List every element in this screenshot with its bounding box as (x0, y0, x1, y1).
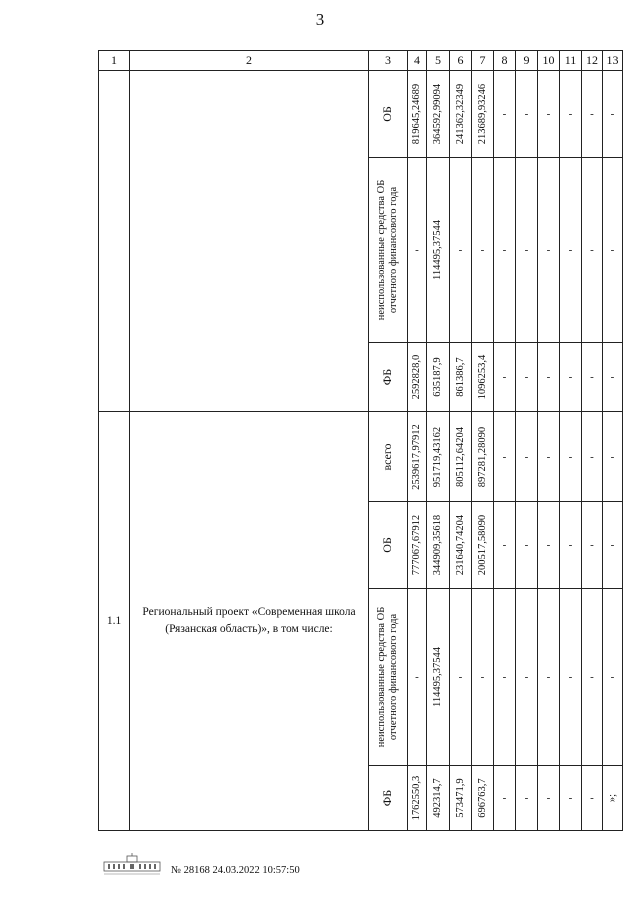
value-cell: - (494, 158, 516, 343)
footer (103, 853, 433, 883)
value-cell: - (603, 412, 623, 502)
row-number: 1.1 (99, 412, 130, 831)
value-cell: - (450, 589, 472, 766)
value-cell: - (494, 502, 516, 589)
row-label-cell (130, 71, 369, 412)
value-cell: - (603, 343, 623, 412)
header-cell: 4 (408, 51, 427, 71)
value-cell: - (560, 71, 582, 158)
value-cell: - (494, 589, 516, 766)
value-cell: - (582, 412, 603, 502)
value-cell: 114495,37544 (431, 647, 443, 707)
header-cell: 11 (560, 51, 582, 71)
value-cell: - (603, 71, 623, 158)
header-cell: 1 (99, 51, 130, 71)
value-cell: - (538, 412, 560, 502)
value-cell: 573471,9 (454, 778, 466, 818)
value-cell: - (408, 158, 427, 343)
value-cell: - (516, 589, 538, 766)
value-cell: - (516, 502, 538, 589)
value-cell: - (582, 158, 603, 343)
value-cell: 897281,28090 (476, 426, 488, 487)
value-cell: - (560, 158, 582, 343)
value-cell: - (538, 71, 560, 158)
program-table (98, 50, 623, 831)
header-cell: 5 (427, 51, 450, 71)
row-label: ОБ (380, 106, 395, 122)
header-row (99, 51, 623, 71)
row-label: неиспользованные средства ОБ отчетного финансового года (375, 606, 399, 748)
value-cell: - (603, 589, 623, 766)
value-cell: - (516, 158, 538, 343)
value-cell: 635187,9 (431, 357, 443, 397)
value-cell: - (582, 343, 603, 412)
value-cell: 114495,37544 (431, 220, 443, 280)
header-cell: 3 (369, 51, 408, 71)
value-cell: 819645,24689 (410, 83, 422, 145)
header-cell: 9 (516, 51, 538, 71)
value-cell: - (560, 766, 582, 831)
value-cell: »; (606, 793, 618, 803)
page-number: 3 (315, 10, 325, 29)
value-cell: 231640,74204 (454, 514, 466, 576)
row-label: неиспользованные средства ОБ отчетного финансового года (375, 179, 399, 321)
registration-number: № 28168 24.03.2022 10:57:50 (171, 865, 300, 876)
header-cell: 7 (472, 51, 494, 71)
value-cell: - (516, 766, 538, 831)
value-cell: - (538, 343, 560, 412)
row-label: ФБ (380, 789, 395, 807)
value-cell: 364592,99094 (431, 83, 443, 145)
header-cell: 8 (494, 51, 516, 71)
value-cell: - (538, 589, 560, 766)
value-cell: - (582, 502, 603, 589)
header-cell: 6 (450, 51, 472, 71)
value-cell: - (582, 589, 603, 766)
value-cell: - (538, 502, 560, 589)
value-cell: 241362,32349 (454, 83, 466, 145)
value-cell: - (582, 71, 603, 158)
value-cell: - (408, 589, 427, 766)
row-number-cell (99, 71, 130, 412)
table-row (99, 71, 623, 158)
header-cell: 10 (538, 51, 560, 71)
value-cell: 2592828,0 (410, 354, 422, 400)
value-cell: - (560, 412, 582, 502)
value-cell: 213689,93246 (476, 83, 488, 145)
value-cell: - (472, 589, 494, 766)
value-cell: - (582, 766, 603, 831)
row-label: ФБ (380, 368, 395, 386)
value-cell: 344909,35618 (431, 514, 443, 576)
value-cell: - (603, 158, 623, 343)
value-cell: - (472, 158, 494, 343)
value-cell: 1096253,4 (476, 354, 488, 400)
value-cell: 492314,7 (431, 778, 443, 818)
header-cell: 13 (603, 51, 623, 71)
row-label: всего (380, 442, 395, 471)
value-cell: 805112,64204 (454, 426, 466, 487)
value-cell: 861386,7 (454, 357, 466, 397)
value-cell: 2539617,97912 (410, 423, 422, 490)
ministry-stamp-logo (103, 853, 163, 877)
header-cell: 12 (582, 51, 603, 71)
value-cell: - (516, 412, 538, 502)
value-cell: - (516, 71, 538, 158)
value-cell: - (494, 343, 516, 412)
row-title: Региональный проект «Современная школа (Рязанская область)», в том числе: (130, 412, 369, 831)
value-cell: - (560, 589, 582, 766)
value-cell: 1762550,3 (410, 775, 422, 821)
value-cell: - (538, 766, 560, 831)
value-cell: - (494, 412, 516, 502)
value-cell: - (538, 158, 560, 343)
header-cell: 2 (130, 51, 369, 71)
value-cell: 951719,43162 (431, 426, 443, 487)
row-label: ОБ (380, 537, 395, 553)
value-cell: 200517,58090 (476, 514, 488, 576)
value-cell: - (560, 502, 582, 589)
value-cell: - (494, 766, 516, 831)
value-cell: - (450, 158, 472, 343)
value-cell: - (516, 343, 538, 412)
value-cell: - (494, 71, 516, 158)
table-row (99, 412, 623, 502)
value-cell: - (603, 502, 623, 589)
value-cell: - (560, 343, 582, 412)
value-cell: 696763,7 (476, 778, 488, 818)
value-cell: 777067,67912 (410, 514, 422, 576)
